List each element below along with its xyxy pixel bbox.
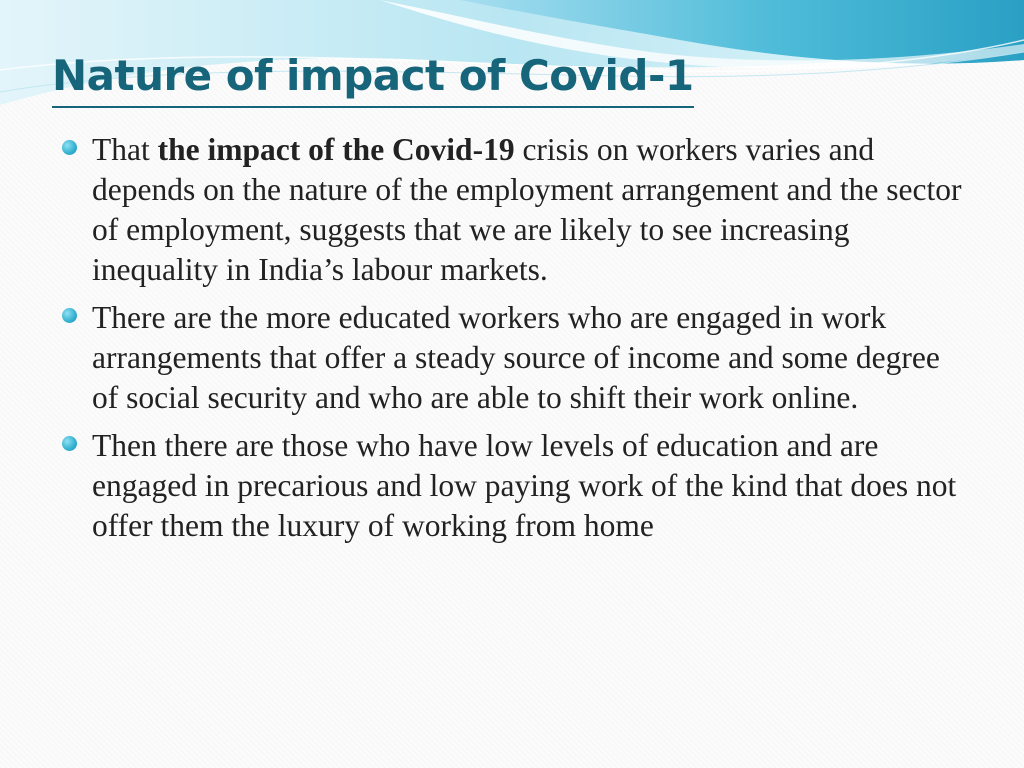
- bullet-list: [62, 130, 972, 554]
- bullet-1-lead: That: [92, 132, 158, 167]
- bullet-1-rest: crisis on workers varies and depends on the nature of the employment arrangement and the sector of employment, suggests that we are likely to see increasing inequality in India’s labour markets.: [92, 132, 962, 287]
- bullet-1-emphasis: the impact of the Covid-19: [157, 132, 515, 167]
- bullet-item-2: [62, 298, 972, 418]
- slide-title: Nature of impact of Covid-1: [52, 46, 694, 108]
- bullet-2-text: There are the more educated workers who are engaged in work arrangements that offer a steady source of income and some degree of social security and who are able to shift their work online.: [92, 300, 940, 415]
- bullet-item-1: [62, 130, 972, 290]
- bullet-3-text: Then there are those who have low levels of education and are engaged in precarious and low paying work of the kind that does not offer them the luxury of working from home: [92, 428, 957, 543]
- bullet-dot-icon: [62, 140, 77, 155]
- bullet-dot-icon: [62, 436, 77, 451]
- bullet-dot-icon: [62, 308, 77, 323]
- bullet-item-3: [62, 426, 972, 546]
